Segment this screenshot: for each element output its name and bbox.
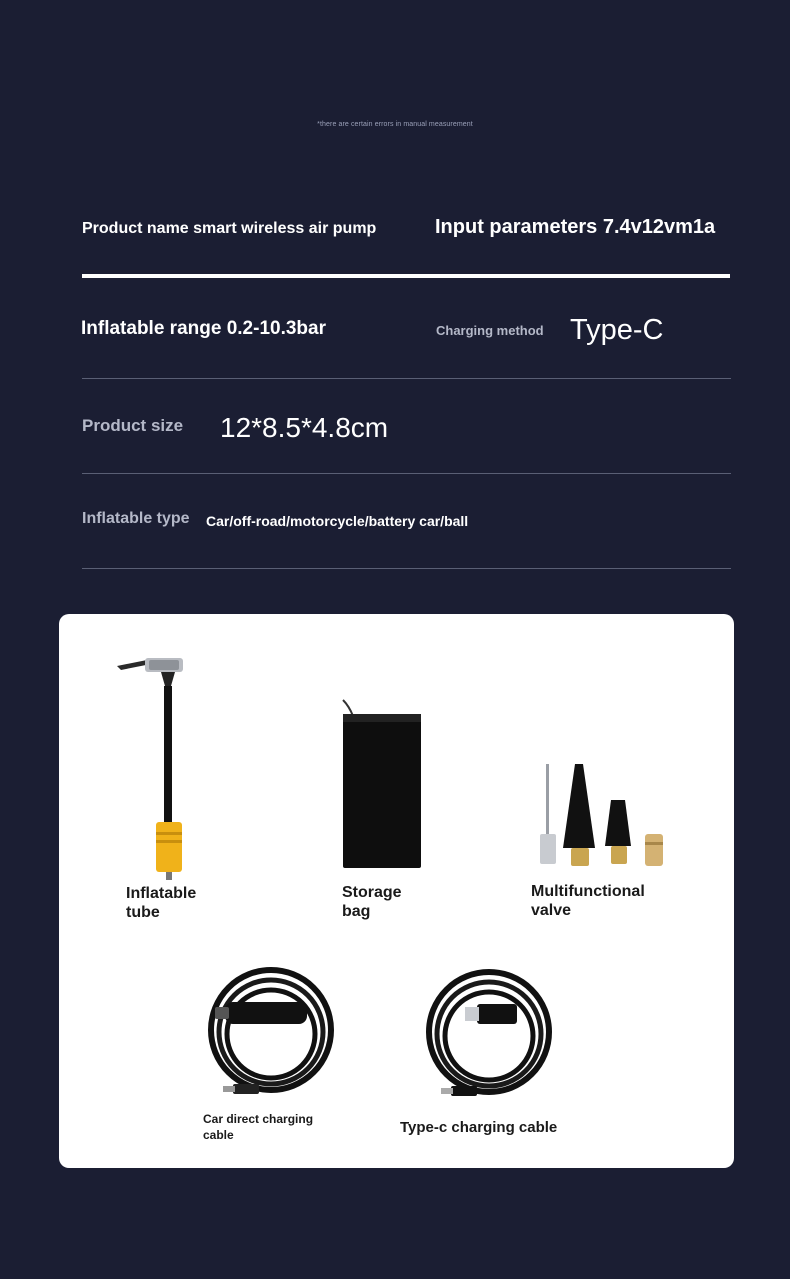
divider-2: [82, 473, 731, 474]
inflatable-type-value: Car/off-road/motorcycle/battery car/ball: [206, 513, 469, 529]
car-charger-cable-label: Car direct charging cable: [203, 1112, 314, 1142]
accessories-panel: [59, 614, 734, 1168]
divider-3: [82, 568, 731, 569]
product-name: Product name smart wireless air pump: [82, 220, 377, 237]
inflatable-range: Inflatable range 0.2-10.3bar: [81, 318, 326, 339]
measurement-note: *there are certain errors in manual measurement: [317, 121, 473, 128]
typec-cable-label: Type-c charging cable: [400, 1119, 558, 1136]
car-charger-cable-image: [205, 962, 337, 1102]
valve-set-image: [535, 762, 670, 872]
valve-label: Multifunctional valve: [531, 883, 645, 919]
charging-method-value: Type-C: [570, 314, 664, 346]
inflatable-type-label: Inflatable type: [82, 510, 190, 527]
charging-method-label: Charging method: [436, 323, 544, 338]
product-size-label: Product size: [82, 416, 184, 435]
typec-cable-image: [423, 964, 555, 1104]
inflatable-tube-label: Inflatable tube: [126, 885, 197, 921]
inflatable-tube-image: [111, 656, 191, 881]
storage-bag-image: [337, 698, 427, 870]
divider-1: [82, 378, 731, 379]
product-size-value: 12*8.5*4.8cm: [220, 412, 389, 443]
input-parameters: Input parameters 7.4v12vm1a: [435, 216, 716, 238]
storage-bag-label: Storage bag: [342, 884, 402, 920]
header-divider: [82, 274, 730, 278]
